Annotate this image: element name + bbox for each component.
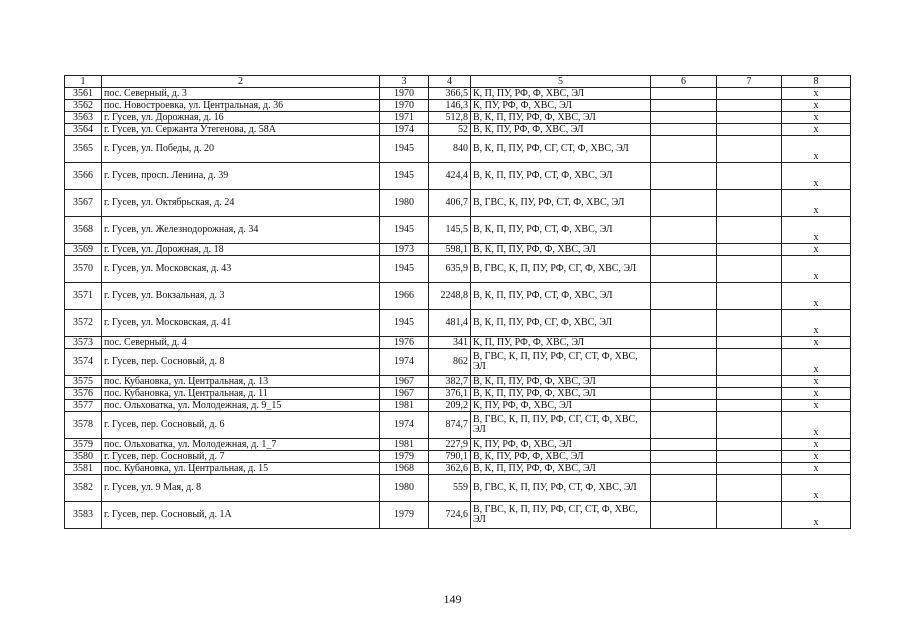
mark-cell: х (782, 310, 851, 337)
year-cell: 1976 (380, 337, 429, 349)
address-cell: г. Гусев, пер. Сосновый, д. 8 (102, 349, 380, 376)
col6-cell (651, 412, 717, 439)
col6-cell (651, 349, 717, 376)
address-cell: г. Гусев, ул. 9 Мая, д. 8 (102, 475, 380, 502)
year-cell: 1967 (380, 388, 429, 400)
address-cell: г. Гусев, ул. Московская, д. 41 (102, 310, 380, 337)
elements-cell: К, П, ПУ, РФ, Ф, ХВС, ЭЛ (471, 88, 651, 100)
elements-cell: В, К, П, ПУ, РФ, Ф, ХВС, ЭЛ (471, 376, 651, 388)
elements-cell: В, ГВС, К, П, ПУ, РФ, СТ, Ф, ХВС, ЭЛ (471, 475, 651, 502)
address-cell: пос. Северный, д. 4 (102, 337, 380, 349)
mark-cell: х (782, 100, 851, 112)
year-cell: 1945 (380, 256, 429, 283)
mark-cell: х (782, 349, 851, 376)
row-number: 3573 (65, 337, 102, 349)
elements-cell: В, ГВС, К, П, ПУ, РФ, СГ, СТ, Ф, ХВС, ЭЛ (471, 502, 651, 529)
col7-cell (717, 283, 782, 310)
area-cell: 145,5 (429, 217, 471, 244)
col6-cell (651, 136, 717, 163)
header-cell: 7 (717, 76, 782, 88)
year-cell: 1980 (380, 190, 429, 217)
col6-cell (651, 463, 717, 475)
col7-cell (717, 310, 782, 337)
col6-cell (651, 217, 717, 244)
row-number: 3563 (65, 112, 102, 124)
year-cell: 1945 (380, 163, 429, 190)
table-row (65, 136, 851, 163)
col7-cell (717, 100, 782, 112)
table-row (65, 376, 851, 388)
year-cell: 1945 (380, 310, 429, 337)
elements-cell: В, ГВС, К, П, ПУ, РФ, СГ, СТ, Ф, ХВС, ЭЛ (471, 412, 651, 439)
col7-cell (717, 337, 782, 349)
year-cell: 1980 (380, 475, 429, 502)
row-number: 3583 (65, 502, 102, 529)
area-cell: 2248,8 (429, 283, 471, 310)
address-cell: пос. Кубановка, ул. Центральная, д. 15 (102, 463, 380, 475)
header-cell: 1 (65, 76, 102, 88)
col6-cell (651, 502, 717, 529)
col6-cell (651, 310, 717, 337)
table-row (65, 217, 851, 244)
register-table (64, 75, 851, 529)
area-cell: 52 (429, 124, 471, 136)
page-number: 149 (443, 592, 462, 606)
mark-cell: х (782, 463, 851, 475)
area-cell: 406,7 (429, 190, 471, 217)
elements-cell: В, К, П, ПУ, РФ, СТ, Ф, ХВС, ЭЛ (471, 217, 651, 244)
area-cell: 598,1 (429, 244, 471, 256)
row-number: 3562 (65, 100, 102, 112)
table-row (65, 283, 851, 310)
elements-cell: К, ПУ, РФ, Ф, ХВС, ЭЛ (471, 100, 651, 112)
year-cell: 1974 (380, 412, 429, 439)
row-number: 3570 (65, 256, 102, 283)
col6-cell (651, 400, 717, 412)
elements-cell: В, К, П, ПУ, РФ, Ф, ХВС, ЭЛ (471, 388, 651, 400)
year-cell: 1971 (380, 112, 429, 124)
table-row (65, 400, 851, 412)
address-cell: г. Гусев, ул. Дорожная, д. 16 (102, 112, 380, 124)
elements-cell: В, К, П, ПУ, РФ, СГ, СТ, Ф, ХВС, ЭЛ (471, 136, 651, 163)
row-number: 3572 (65, 310, 102, 337)
col7-cell (717, 190, 782, 217)
mark-cell: х (782, 439, 851, 451)
mark-cell: х (782, 475, 851, 502)
col7-cell (717, 400, 782, 412)
address-cell: пос. Северный, д. 3 (102, 88, 380, 100)
col7-cell (717, 475, 782, 502)
row-number: 3575 (65, 376, 102, 388)
elements-cell: В, К, П, ПУ, РФ, Ф, ХВС, ЭЛ (471, 244, 651, 256)
col7-cell (717, 349, 782, 376)
area-cell: 362,6 (429, 463, 471, 475)
col7-cell (717, 112, 782, 124)
elements-cell: В, К, ПУ, РФ, Ф, ХВС, ЭЛ (471, 124, 651, 136)
table-row (65, 88, 851, 100)
col7-cell (717, 463, 782, 475)
address-cell: г. Гусев, пер. Сосновый, д. 6 (102, 412, 380, 439)
row-number: 3578 (65, 412, 102, 439)
col7-cell (717, 136, 782, 163)
mark-cell: х (782, 244, 851, 256)
mark-cell: х (782, 502, 851, 529)
mark-cell: х (782, 217, 851, 244)
mark-cell: х (782, 283, 851, 310)
col7-cell (717, 124, 782, 136)
col6-cell (651, 439, 717, 451)
col6-cell (651, 376, 717, 388)
mark-cell: х (782, 451, 851, 463)
area-cell: 382,7 (429, 376, 471, 388)
col6-cell (651, 256, 717, 283)
elements-cell: В, К, П, ПУ, РФ, СГ, Ф, ХВС, ЭЛ (471, 310, 651, 337)
col7-cell (717, 217, 782, 244)
mark-cell: х (782, 136, 851, 163)
table-row (65, 337, 851, 349)
mark-cell: х (782, 412, 851, 439)
row-number: 3574 (65, 349, 102, 376)
mark-cell: х (782, 400, 851, 412)
year-cell: 1967 (380, 376, 429, 388)
year-cell: 1973 (380, 244, 429, 256)
year-cell: 1970 (380, 88, 429, 100)
table-row (65, 190, 851, 217)
col6-cell (651, 388, 717, 400)
row-number: 3567 (65, 190, 102, 217)
elements-cell: В, К, П, ПУ, РФ, СТ, Ф, ХВС, ЭЛ (471, 163, 651, 190)
elements-cell: В, К, ПУ, РФ, Ф, ХВС, ЭЛ (471, 451, 651, 463)
table-row (65, 124, 851, 136)
year-cell: 1981 (380, 439, 429, 451)
col7-cell (717, 88, 782, 100)
col6-cell (651, 244, 717, 256)
row-number: 3577 (65, 400, 102, 412)
area-cell: 146,3 (429, 100, 471, 112)
row-number: 3569 (65, 244, 102, 256)
table-row (65, 388, 851, 400)
col6-cell (651, 190, 717, 217)
area-cell: 862 (429, 349, 471, 376)
header-cell: 2 (102, 76, 380, 88)
mark-cell: х (782, 256, 851, 283)
year-cell: 1945 (380, 136, 429, 163)
address-cell: г. Гусев, ул. Октябрьская, д. 24 (102, 190, 380, 217)
area-cell: 635,9 (429, 256, 471, 283)
col7-cell (717, 451, 782, 463)
area-cell: 366,5 (429, 88, 471, 100)
address-cell: г. Гусев, пер. Сосновый, д. 7 (102, 451, 380, 463)
row-number: 3568 (65, 217, 102, 244)
row-number: 3565 (65, 136, 102, 163)
col7-cell (717, 256, 782, 283)
elements-cell: В, ГВС, К, П, ПУ, РФ, СГ, Ф, ХВС, ЭЛ (471, 256, 651, 283)
address-cell: пос. Ольховатка, ул. Молодежная, д. 1_7 (102, 439, 380, 451)
row-number: 3576 (65, 388, 102, 400)
col6-cell (651, 283, 717, 310)
table-row (65, 412, 851, 439)
table-row (65, 100, 851, 112)
area-cell: 227,9 (429, 439, 471, 451)
address-cell: пос. Ольховатка, ул. Молодежная, д. 9_15 (102, 400, 380, 412)
header-cell: 8 (782, 76, 851, 88)
header-cell: 5 (471, 76, 651, 88)
mark-cell: х (782, 190, 851, 217)
address-cell: пос. Новостроевка, ул. Центральная, д. 36 (102, 100, 380, 112)
mark-cell: х (782, 337, 851, 349)
col7-cell (717, 412, 782, 439)
row-number: 3564 (65, 124, 102, 136)
row-number: 3579 (65, 439, 102, 451)
elements-cell: В, К, П, ПУ, РФ, Ф, ХВС, ЭЛ (471, 112, 651, 124)
header-cell: 3 (380, 76, 429, 88)
col7-cell (717, 244, 782, 256)
year-cell: 1970 (380, 100, 429, 112)
row-number: 3566 (65, 163, 102, 190)
row-number: 3561 (65, 88, 102, 100)
table-row (65, 502, 851, 529)
mark-cell: х (782, 88, 851, 100)
address-cell: г. Гусев, просп. Ленина, д. 39 (102, 163, 380, 190)
col7-cell (717, 163, 782, 190)
header-cell: 6 (651, 76, 717, 88)
year-cell: 1945 (380, 217, 429, 244)
area-cell: 209,2 (429, 400, 471, 412)
col6-cell (651, 112, 717, 124)
area-cell: 840 (429, 136, 471, 163)
year-cell: 1981 (380, 400, 429, 412)
row-number: 3582 (65, 475, 102, 502)
table-row (65, 439, 851, 451)
area-cell: 874,7 (429, 412, 471, 439)
table-row (65, 112, 851, 124)
address-cell: г. Гусев, ул. Железнодорожная, д. 34 (102, 217, 380, 244)
address-cell: г. Гусев, пер. Сосновый, д. 1А (102, 502, 380, 529)
col6-cell (651, 337, 717, 349)
table-row (65, 256, 851, 283)
mark-cell: х (782, 163, 851, 190)
elements-cell: К, ПУ, РФ, Ф, ХВС, ЭЛ (471, 400, 651, 412)
year-cell: 1979 (380, 451, 429, 463)
address-cell: пос. Кубановка, ул. Центральная, д. 13 (102, 376, 380, 388)
row-number: 3571 (65, 283, 102, 310)
area-cell: 481,4 (429, 310, 471, 337)
year-cell: 1979 (380, 502, 429, 529)
table-row (65, 463, 851, 475)
area-cell: 341 (429, 337, 471, 349)
area-cell: 559 (429, 475, 471, 502)
mark-cell: х (782, 376, 851, 388)
mark-cell: х (782, 124, 851, 136)
col7-cell (717, 376, 782, 388)
area-cell: 790,1 (429, 451, 471, 463)
row-number: 3581 (65, 463, 102, 475)
table-row (65, 244, 851, 256)
elements-cell: В, ГВС, К, ПУ, РФ, СТ, Ф, ХВС, ЭЛ (471, 190, 651, 217)
area-cell: 424,4 (429, 163, 471, 190)
table-row (65, 451, 851, 463)
year-cell: 1968 (380, 463, 429, 475)
year-cell: 1974 (380, 349, 429, 376)
area-cell: 724,6 (429, 502, 471, 529)
address-cell: г. Гусев, ул. Сержанта Утегенова, д. 58А (102, 124, 380, 136)
header-row (65, 76, 851, 88)
col6-cell (651, 451, 717, 463)
address-cell: г. Гусев, ул. Победы, д. 20 (102, 136, 380, 163)
col6-cell (651, 100, 717, 112)
col7-cell (717, 502, 782, 529)
table-row (65, 163, 851, 190)
elements-cell: В, К, П, ПУ, РФ, Ф, ХВС, ЭЛ (471, 463, 651, 475)
year-cell: 1974 (380, 124, 429, 136)
elements-cell: К, П, ПУ, РФ, Ф, ХВС, ЭЛ (471, 337, 651, 349)
col7-cell (717, 439, 782, 451)
area-cell: 376,1 (429, 388, 471, 400)
row-number: 3580 (65, 451, 102, 463)
header-cell: 4 (429, 76, 471, 88)
col6-cell (651, 475, 717, 502)
table-row (65, 475, 851, 502)
elements-cell: К, ПУ, РФ, Ф, ХВС, ЭЛ (471, 439, 651, 451)
col7-cell (717, 388, 782, 400)
area-cell: 512,8 (429, 112, 471, 124)
address-cell: г. Гусев, ул. Вокзальная, д. 3 (102, 283, 380, 310)
year-cell: 1966 (380, 283, 429, 310)
table-row (65, 349, 851, 376)
mark-cell: х (782, 388, 851, 400)
address-cell: г. Гусев, ул. Московская, д. 43 (102, 256, 380, 283)
mark-cell: х (782, 112, 851, 124)
elements-cell: В, ГВС, К, П, ПУ, РФ, СГ, СТ, Ф, ХВС, ЭЛ (471, 349, 651, 376)
col6-cell (651, 163, 717, 190)
address-cell: пос. Кубановка, ул. Центральная, д. 11 (102, 388, 380, 400)
table-row (65, 310, 851, 337)
col6-cell (651, 124, 717, 136)
col6-cell (651, 88, 717, 100)
address-cell: г. Гусев, ул. Дорожная, д. 18 (102, 244, 380, 256)
elements-cell: В, К, П, ПУ, РФ, СТ, Ф, ХВС, ЭЛ (471, 283, 651, 310)
